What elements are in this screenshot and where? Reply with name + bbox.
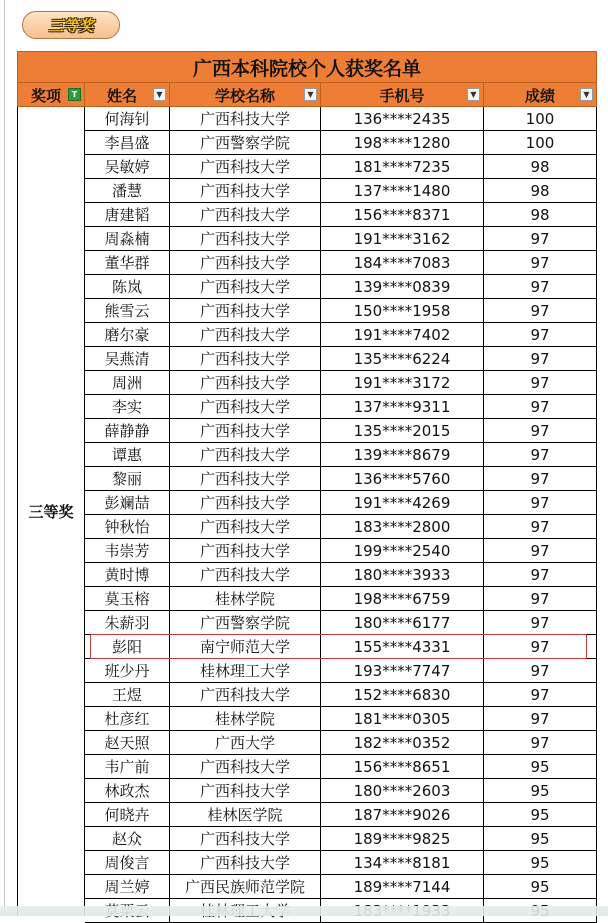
table-row[interactable]	[85, 467, 597, 491]
table-row[interactable]	[85, 179, 597, 203]
score-cell[interactable]: 97	[484, 443, 597, 467]
table-row[interactable]	[85, 203, 597, 227]
phone-cell[interactable]: 193****7747	[321, 659, 484, 683]
table-row[interactable]	[85, 107, 597, 131]
name-cell[interactable]: 杜彦红	[85, 707, 170, 731]
phone-cell[interactable]: 180****6177	[321, 611, 484, 635]
school-cell[interactable]: 广西警察学院	[170, 611, 321, 635]
sheet-title	[17, 51, 597, 83]
name-cell[interactable]: 周兰婷	[85, 875, 170, 899]
score-cell[interactable]: 97	[484, 731, 597, 755]
header-phone-label: 手机号	[379, 86, 425, 105]
table-row[interactable]	[85, 635, 597, 659]
phone-cell[interactable]: 198****1280	[321, 131, 484, 155]
table-row[interactable]	[85, 443, 597, 467]
school-cell[interactable]: 广西科技大学	[170, 323, 321, 347]
phone-cell[interactable]: 198****6759	[321, 587, 484, 611]
table-row[interactable]	[85, 323, 597, 347]
name-cell[interactable]: 赵众	[85, 827, 170, 851]
school-cell[interactable]: 桂林医学院	[170, 803, 321, 827]
score-cell[interactable]: 95	[484, 875, 597, 899]
filter-dropdown-icon[interactable]: ▼	[304, 88, 317, 101]
table-row[interactable]	[85, 395, 597, 419]
score-cell[interactable]: 97	[484, 347, 597, 371]
school-cell[interactable]: 广西科技大学	[170, 179, 321, 203]
phone-cell[interactable]: 156****8651	[321, 755, 484, 779]
score-cell[interactable]: 98	[484, 155, 597, 179]
table-row[interactable]	[85, 275, 597, 299]
score-cell[interactable]: 97	[484, 491, 597, 515]
name-cell[interactable]: 熊雪云	[85, 299, 170, 323]
name-cell[interactable]: 薛静静	[85, 419, 170, 443]
table-row[interactable]	[85, 515, 597, 539]
school-cell[interactable]: 广西科技大学	[170, 107, 321, 131]
name-cell[interactable]: 黄时博	[85, 563, 170, 587]
table-row[interactable]	[85, 347, 597, 371]
filter-tag-label: 三等奖	[48, 16, 94, 35]
school-cell[interactable]: 广西科技大学	[170, 827, 321, 851]
name-cell[interactable]: 韦广前	[85, 755, 170, 779]
score-cell[interactable]: 97	[484, 275, 597, 299]
school-cell[interactable]: 广西科技大学	[170, 755, 321, 779]
phone-cell[interactable]: 152****6830	[321, 683, 484, 707]
score-cell[interactable]: 97	[484, 419, 597, 443]
table-row[interactable]	[85, 779, 597, 803]
school-cell[interactable]: 桂林学院	[170, 587, 321, 611]
phone-cell[interactable]: 199****2540	[321, 539, 484, 563]
table-row[interactable]	[85, 131, 597, 155]
phone-cell[interactable]: 139****8679	[321, 443, 484, 467]
table-row[interactable]	[85, 707, 597, 731]
phone-cell[interactable]: 137****9311	[321, 395, 484, 419]
score-cell[interactable]: 97	[484, 539, 597, 563]
school-cell[interactable]: 广西科技大学	[170, 779, 321, 803]
score-cell[interactable]: 95	[484, 779, 597, 803]
phone-cell[interactable]: 137****1480	[321, 179, 484, 203]
name-cell[interactable]: 陈岚	[85, 275, 170, 299]
sheet-title-text: 广西本科院校个人获奖名单	[192, 57, 421, 80]
name-cell[interactable]: 李实	[85, 395, 170, 419]
header-row	[17, 83, 597, 107]
name-cell[interactable]: 黎丽	[85, 467, 170, 491]
name-cell[interactable]: 何海钊	[85, 107, 170, 131]
score-cell[interactable]: 97	[484, 251, 597, 275]
school-cell[interactable]: 广西科技大学	[170, 203, 321, 227]
name-cell[interactable]: 莫玉榕	[85, 587, 170, 611]
school-cell[interactable]: 广西大学	[170, 731, 321, 755]
phone-cell[interactable]: 181****7235	[321, 155, 484, 179]
table-row[interactable]	[85, 683, 597, 707]
header-award[interactable]	[17, 83, 85, 107]
name-cell[interactable]: 周淼楠	[85, 227, 170, 251]
score-cell[interactable]: 97	[484, 323, 597, 347]
filter-active-icon[interactable]: T	[68, 88, 81, 101]
school-cell[interactable]: 广西科技大学	[170, 491, 321, 515]
table-row[interactable]	[85, 251, 597, 275]
name-cell[interactable]: 赵天照	[85, 731, 170, 755]
school-cell[interactable]: 广西科技大学	[170, 851, 321, 875]
school-cell[interactable]: 南宁师范大学	[170, 635, 321, 659]
phone-cell[interactable]: 189****7144	[321, 875, 484, 899]
school-cell[interactable]: 广西科技大学	[170, 563, 321, 587]
school-cell[interactable]: 广西警察学院	[170, 131, 321, 155]
header-phone[interactable]	[321, 83, 484, 107]
table-row[interactable]	[85, 803, 597, 827]
phone-cell[interactable]: 156****8371	[321, 203, 484, 227]
table-row[interactable]	[85, 419, 597, 443]
phone-cell[interactable]: 180****2603	[321, 779, 484, 803]
school-cell[interactable]: 广西科技大学	[170, 227, 321, 251]
score-cell[interactable]: 97	[484, 635, 597, 659]
name-cell[interactable]: 周俊言	[85, 851, 170, 875]
header-award-label: 奖项	[30, 86, 61, 105]
school-cell[interactable]: 广西科技大学	[170, 155, 321, 179]
table-row[interactable]	[85, 851, 597, 875]
phone-cell[interactable]: 181****0305	[321, 707, 484, 731]
name-cell[interactable]: 谭惠	[85, 443, 170, 467]
phone-cell[interactable]: 180****3933	[321, 563, 484, 587]
table-row[interactable]	[85, 875, 597, 899]
score-cell[interactable]: 95	[484, 827, 597, 851]
table-row[interactable]	[85, 827, 597, 851]
bottom-strip	[0, 906, 608, 916]
phone-cell[interactable]: 134****8181	[321, 851, 484, 875]
award-merged-cell[interactable]	[17, 107, 85, 916]
header-school[interactable]	[170, 83, 321, 107]
table-row[interactable]	[85, 731, 597, 755]
name-cell[interactable]: 王煜	[85, 683, 170, 707]
name-cell[interactable]: 韦崇芳	[85, 539, 170, 563]
filter-dropdown-icon[interactable]: ▼	[580, 88, 593, 101]
table-row[interactable]	[85, 587, 597, 611]
phone-cell[interactable]: 136****5760	[321, 467, 484, 491]
table-row[interactable]	[85, 227, 597, 251]
name-cell[interactable]: 董华群	[85, 251, 170, 275]
school-cell[interactable]: 广西科技大学	[170, 539, 321, 563]
school-cell[interactable]: 桂林学院	[170, 707, 321, 731]
score-cell[interactable]: 97	[484, 683, 597, 707]
name-cell[interactable]: 磨尔豪	[85, 323, 170, 347]
name-cell[interactable]: 林政杰	[85, 779, 170, 803]
school-cell[interactable]: 广西科技大学	[170, 395, 321, 419]
header-name[interactable]	[85, 83, 170, 107]
phone-cell[interactable]: 182****0352	[321, 731, 484, 755]
school-cell[interactable]: 广西科技大学	[170, 251, 321, 275]
filter-dropdown-icon[interactable]: ▼	[467, 88, 480, 101]
table-row[interactable]	[85, 155, 597, 179]
header-name-label: 姓名	[106, 86, 137, 105]
name-cell[interactable]: 李昌盛	[85, 131, 170, 155]
name-cell[interactable]: 彭斓喆	[85, 491, 170, 515]
score-cell[interactable]: 95	[484, 755, 597, 779]
table-row[interactable]	[85, 611, 597, 635]
name-cell[interactable]: 班少丹	[85, 659, 170, 683]
name-cell[interactable]: 何晓卉	[85, 803, 170, 827]
phone-cell[interactable]: 187****9026	[321, 803, 484, 827]
score-cell[interactable]: 97	[484, 587, 597, 611]
table-row[interactable]	[85, 563, 597, 587]
table-row[interactable]	[85, 371, 597, 395]
score-cell[interactable]: 97	[484, 563, 597, 587]
score-cell[interactable]: 97	[484, 707, 597, 731]
phone-cell[interactable]: 155****4331	[321, 635, 484, 659]
school-cell[interactable]: 广西科技大学	[170, 419, 321, 443]
score-cell[interactable]: 100	[484, 131, 597, 155]
score-cell[interactable]: 98	[484, 203, 597, 227]
filter-tag-button[interactable]	[22, 11, 120, 39]
phone-cell[interactable]: 139****0839	[321, 275, 484, 299]
score-cell[interactable]: 97	[484, 611, 597, 635]
score-cell[interactable]: 97	[484, 395, 597, 419]
name-cell[interactable]: 钟秋怡	[85, 515, 170, 539]
name-cell[interactable]: 吴燕清	[85, 347, 170, 371]
school-cell[interactable]: 桂林理工大学	[170, 659, 321, 683]
table-row[interactable]	[85, 659, 597, 683]
school-cell[interactable]: 广西科技大学	[170, 443, 321, 467]
phone-cell[interactable]: 191****7402	[321, 323, 484, 347]
school-cell[interactable]: 广西科技大学	[170, 371, 321, 395]
score-cell[interactable]: 97	[484, 467, 597, 491]
school-cell[interactable]: 广西民族师范学院	[170, 875, 321, 899]
score-cell[interactable]: 98	[484, 179, 597, 203]
phone-cell[interactable]: 135****6224	[321, 347, 484, 371]
school-cell[interactable]: 广西科技大学	[170, 299, 321, 323]
school-cell[interactable]: 广西科技大学	[170, 347, 321, 371]
window-left-border	[4, 0, 5, 916]
score-cell[interactable]: 97	[484, 659, 597, 683]
name-cell[interactable]: 唐建韬	[85, 203, 170, 227]
table-row[interactable]	[85, 299, 597, 323]
name-cell[interactable]: 吴敏婷	[85, 155, 170, 179]
school-cell[interactable]: 广西科技大学	[170, 515, 321, 539]
school-cell[interactable]: 广西科技大学	[170, 275, 321, 299]
name-cell[interactable]: 周洲	[85, 371, 170, 395]
header-score[interactable]	[484, 83, 597, 107]
table-row[interactable]	[85, 539, 597, 563]
name-cell[interactable]: 朱薪羽	[85, 611, 170, 635]
score-cell[interactable]: 97	[484, 227, 597, 251]
header-score-label: 成绩	[524, 86, 555, 105]
score-cell[interactable]: 95	[484, 851, 597, 875]
phone-cell[interactable]: 191****4269	[321, 491, 484, 515]
school-cell[interactable]: 广西科技大学	[170, 467, 321, 491]
name-cell[interactable]: 潘慧	[85, 179, 170, 203]
school-cell[interactable]: 广西科技大学	[170, 683, 321, 707]
phone-cell[interactable]: 135****2015	[321, 419, 484, 443]
award-value: 三等奖	[28, 503, 74, 521]
score-cell[interactable]: 97	[484, 299, 597, 323]
name-cell[interactable]: 彭阳	[85, 635, 170, 659]
filter-dropdown-icon[interactable]: ▼	[153, 88, 166, 101]
phone-cell[interactable]: 191****3172	[321, 371, 484, 395]
header-school-label: 学校名称	[214, 86, 275, 105]
table-row[interactable]	[85, 491, 597, 515]
phone-cell[interactable]: 189****9825	[321, 827, 484, 851]
score-cell[interactable]: 97	[484, 371, 597, 395]
phone-cell[interactable]: 183****2800	[321, 515, 484, 539]
score-cell[interactable]: 100	[484, 107, 597, 131]
score-cell[interactable]: 95	[484, 803, 597, 827]
phone-cell[interactable]: 150****1958	[321, 299, 484, 323]
phone-cell[interactable]: 184****7083	[321, 251, 484, 275]
table-body	[17, 107, 597, 916]
phone-cell[interactable]: 191****3162	[321, 227, 484, 251]
table-row[interactable]	[85, 755, 597, 779]
phone-cell[interactable]: 136****2435	[321, 107, 484, 131]
score-cell[interactable]: 97	[484, 515, 597, 539]
